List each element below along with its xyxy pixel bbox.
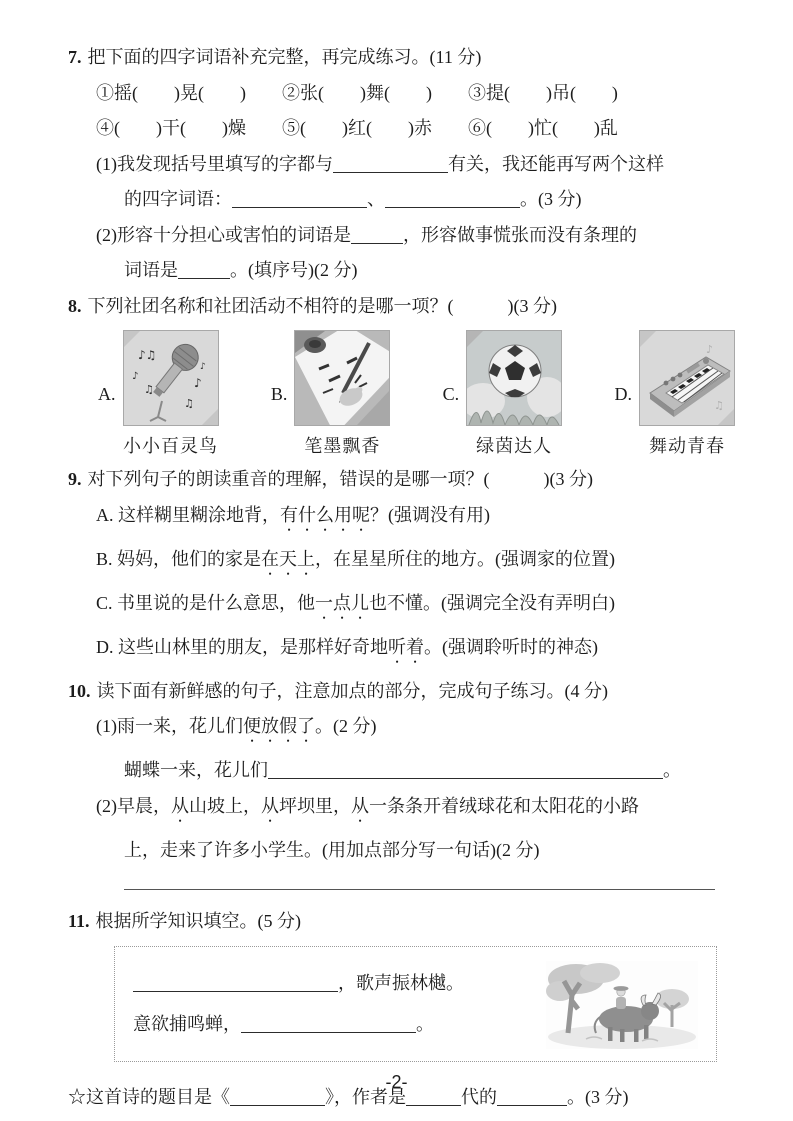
option-c-figure xyxy=(466,330,562,458)
emphasized-text: 从 xyxy=(261,795,279,816)
text-run: 。(强调聆听时的神态) xyxy=(424,636,598,657)
option-d xyxy=(614,330,735,458)
svg-text:♫: ♫ xyxy=(713,399,724,412)
question-9-option-d xyxy=(96,636,745,667)
svg-text:♪: ♪ xyxy=(131,371,138,382)
text-run: (2)形容十分担心或害怕的词语是 xyxy=(96,224,351,245)
poem-line-2 xyxy=(133,1013,546,1036)
text-run: 。(2 分) xyxy=(315,716,377,736)
keyboard-club-photo xyxy=(639,330,735,426)
text-run: 。 xyxy=(416,1013,434,1034)
fill-in-blank xyxy=(232,189,367,208)
text-run: 。(3 分) xyxy=(520,189,582,209)
text-run: 。(填序号)(2 分) xyxy=(230,260,358,280)
text-run: 、 xyxy=(367,189,385,209)
question-7-row2: ④( )干( )燥 ⑤( )红( )赤 ⑥( )忙( )乱 xyxy=(96,118,618,138)
text-run: 蝴蝶一来，花儿们 xyxy=(124,760,268,780)
text-run: 。(3 分) xyxy=(567,1086,629,1107)
question-8 xyxy=(68,295,745,459)
option-a-figure xyxy=(123,330,219,458)
question-9-stem xyxy=(68,468,745,491)
emphasized-text: 一点儿 xyxy=(315,592,370,613)
question-7-number: 7. xyxy=(68,47,82,67)
question-10 xyxy=(68,680,745,891)
text-run: 一条条开着绒球花和太阳花的小路 xyxy=(369,795,639,816)
question-7-stem xyxy=(68,46,745,69)
question-8-number: 8. xyxy=(68,295,82,316)
calligraphy-brush-icon xyxy=(295,331,389,425)
text-run: 。 xyxy=(663,760,681,780)
text-run: 意欲捕鸣蝉， xyxy=(133,1013,241,1034)
question-10-stem xyxy=(68,680,745,703)
option-a-label: A. xyxy=(98,383,116,404)
question-10-number: 10. xyxy=(68,680,91,701)
question-8-stem-text: 下列社团名称和社团活动不相符的是哪一项？( )(3 分) xyxy=(87,295,557,316)
emphasized-text: 从 xyxy=(351,795,369,816)
poem-line-1 xyxy=(133,972,546,995)
singing-club-photo xyxy=(123,330,219,426)
text-run: (1)我发现括号里填写的字都与 xyxy=(96,153,333,174)
text-run: ，在星星所住的地方。(强调家的位置) xyxy=(315,548,616,569)
text-run: 》，作者是 xyxy=(325,1086,406,1107)
text-run: B. 妈妈，他们的家是 xyxy=(96,548,262,569)
fill-in-blank xyxy=(133,973,338,992)
option-c xyxy=(443,330,563,458)
emphasized-text: 有什么用呢 xyxy=(280,504,370,525)
question-8-stem xyxy=(68,295,745,318)
fill-in-blank xyxy=(178,260,230,279)
fill-in-blank xyxy=(351,224,403,243)
svg-text:♪: ♪ xyxy=(199,362,206,372)
soccer-ball-icon xyxy=(467,331,561,425)
emphasized-text: 从 xyxy=(171,795,189,816)
fill-in-blank xyxy=(241,1013,416,1032)
boy-riding-buffalo-illustration xyxy=(546,961,698,1049)
text-run: 也不懂。(强调完全没有弄明白) xyxy=(369,592,616,613)
text-run: ，形容做事慌张而没有条理的 xyxy=(403,224,637,245)
question-7-sub2-line1 xyxy=(96,224,745,247)
question-10-sub1-line2 xyxy=(124,759,745,782)
soccer-club-photo xyxy=(466,330,562,426)
text-run: 的四字词语： xyxy=(124,189,232,209)
text-run: A. 这样糊里糊涂地背， xyxy=(96,504,280,525)
question-9 xyxy=(68,468,745,667)
text-run: 有关，我还能再写两个这样 xyxy=(448,153,664,174)
text-run: (2)早晨， xyxy=(96,795,171,816)
question-11-stem-text: 根据所学知识填空。(5 分) xyxy=(95,911,302,931)
microphone-icon xyxy=(124,331,218,425)
question-7-sub1-line2 xyxy=(124,188,745,211)
option-a xyxy=(98,330,219,458)
question-9-option-a xyxy=(96,504,745,535)
svg-text:♫: ♫ xyxy=(143,383,154,396)
option-b-label: B. xyxy=(270,383,288,404)
question-9-option-c xyxy=(96,592,745,623)
question-7 xyxy=(68,46,745,282)
option-b-caption: 笔墨飘香 xyxy=(304,436,381,456)
text-run: 坪坝里， xyxy=(279,795,351,816)
question-7-stem-text: 把下面的四字词语补充完整，再完成练习。(11 分) xyxy=(87,47,482,67)
svg-text:♪: ♪ xyxy=(705,343,713,356)
question-7-row1: ①摇( )晃( ) ②张( )舞( ) ③提( )吊( ) xyxy=(96,82,618,103)
question-10-sub2-line2 xyxy=(124,839,745,862)
svg-text:♫: ♫ xyxy=(183,397,194,410)
question-9-option-b xyxy=(96,548,745,579)
emphasized-text: 听着 xyxy=(388,636,424,657)
text-run: ☆这首诗的题目是《 xyxy=(68,1086,230,1107)
option-d-figure xyxy=(639,330,735,458)
text-run: 山坡上， xyxy=(189,795,261,816)
option-c-label: C. xyxy=(442,383,460,404)
question-9-stem-text: 对下列句子的朗读重音的理解，错误的是哪一项？( )(3 分) xyxy=(87,469,593,489)
option-b-figure xyxy=(294,330,390,458)
question-7-sub2-line2 xyxy=(124,259,745,282)
text-run: (1)雨一来，花儿们 xyxy=(96,716,243,736)
poem-lines xyxy=(133,972,546,1037)
text-run: C. 书里说的是什么意思，他 xyxy=(96,592,316,613)
page-number: -2- xyxy=(385,1072,408,1092)
option-b xyxy=(271,330,391,458)
question-11-stem xyxy=(68,910,745,933)
option-c-caption: 绿茵达人 xyxy=(476,436,553,456)
emphasized-text: 便放假了 xyxy=(243,716,315,736)
question-10-sub2-line1 xyxy=(96,795,745,826)
svg-text:♪♫: ♪♫ xyxy=(137,348,156,362)
question-8-options xyxy=(98,330,735,458)
option-a-caption: 小小百灵鸟 xyxy=(123,436,218,456)
answer-line xyxy=(124,887,715,890)
text-run: 代的 xyxy=(461,1086,497,1107)
electronic-keyboard-icon xyxy=(640,331,734,425)
question-9-number: 9. xyxy=(68,469,82,489)
text-run: 上，走来了许多小学生。(用加点部分写一句话)(2 分) xyxy=(124,839,540,860)
question-10-sub1-line1 xyxy=(96,715,745,746)
fill-in-blank xyxy=(333,153,448,172)
svg-text:♪: ♪ xyxy=(193,376,202,390)
option-d-label: D. xyxy=(614,383,632,404)
emphasized-text: 在天上 xyxy=(261,548,316,569)
calligraphy-club-photo xyxy=(294,330,390,426)
question-7-sub1-line1 xyxy=(96,153,745,176)
question-10-stem-text: 读下面有新鲜感的句子，注意加点的部分，完成句子练习。(4 分) xyxy=(96,680,608,701)
fill-in-blank xyxy=(268,760,663,779)
fill-in-blank xyxy=(385,189,520,208)
text-run: D. 这些山林里的朋友，是那样好奇地 xyxy=(96,636,388,657)
text-run: ，歌声振林樾。 xyxy=(338,973,464,993)
option-d-caption: 舞动青春 xyxy=(648,436,725,456)
text-run: ？(强调没有用) xyxy=(370,504,490,525)
poem-box xyxy=(114,946,717,1062)
text-run: 词语是 xyxy=(124,260,178,280)
question-11-number: 11. xyxy=(68,911,90,931)
